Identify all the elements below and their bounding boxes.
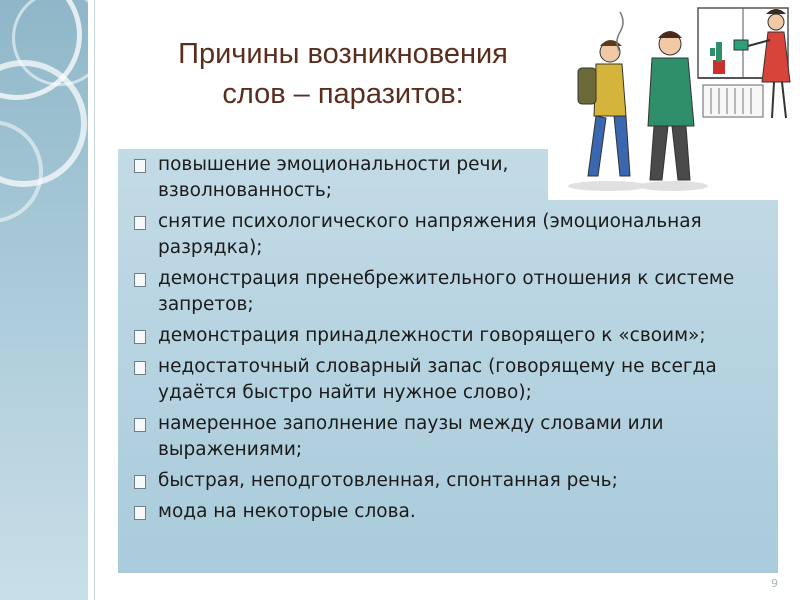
bullet-icon [134,506,146,520]
bullet-icon [134,475,146,489]
title-line-2: слов – паразитов: [222,78,464,110]
list-item [128,266,768,318]
list-item [128,468,768,494]
bullet-icon [134,418,146,432]
illustration-svg [548,0,800,200]
bullet-icon [134,330,146,344]
list-item [128,323,768,349]
bullet-list [128,152,768,530]
divider-line [94,0,95,600]
page-number: 9 [771,577,778,590]
list-item-text: мода на некоторые слова. [158,501,416,522]
list-item [128,499,768,525]
list-item-text: повышение эмоциональности речи, взволнованность; [158,154,509,201]
bullet-icon [134,361,146,375]
boy-green-figure-icon [648,31,694,180]
decorative-left-strip [0,0,88,600]
list-item-text: демонстрация пренебрежительного отношения к системе запретов; [158,268,735,315]
list-item [128,209,768,261]
list-item-text: быстрая, неподготовленная, спонтанная речь; [158,470,618,491]
bullet-icon [134,216,146,230]
people-cartoon-illustration [548,0,800,200]
cactus-icon [710,42,725,74]
list-item-text: снятие психологического напряжения (эмоциональная разрядка); [158,211,702,258]
slide-title [118,34,568,114]
list-item-text: демонстрация принадлежности говорящего к «своим»; [158,325,706,346]
radiator-icon [703,85,763,117]
list-item-text: намеренное заполнение паузы между словами или выражениями; [158,413,664,460]
boy-backpack-figure-icon [578,12,630,176]
title-line-1: Причины возникновения [178,38,508,70]
list-item [128,354,768,406]
list-item [128,411,768,463]
list-item-text: недостаточный словарный запас (говорящему не всегда удаётся быстро найти нужное слово); [158,356,717,403]
bullet-icon [134,273,146,287]
bullet-icon [134,159,146,173]
